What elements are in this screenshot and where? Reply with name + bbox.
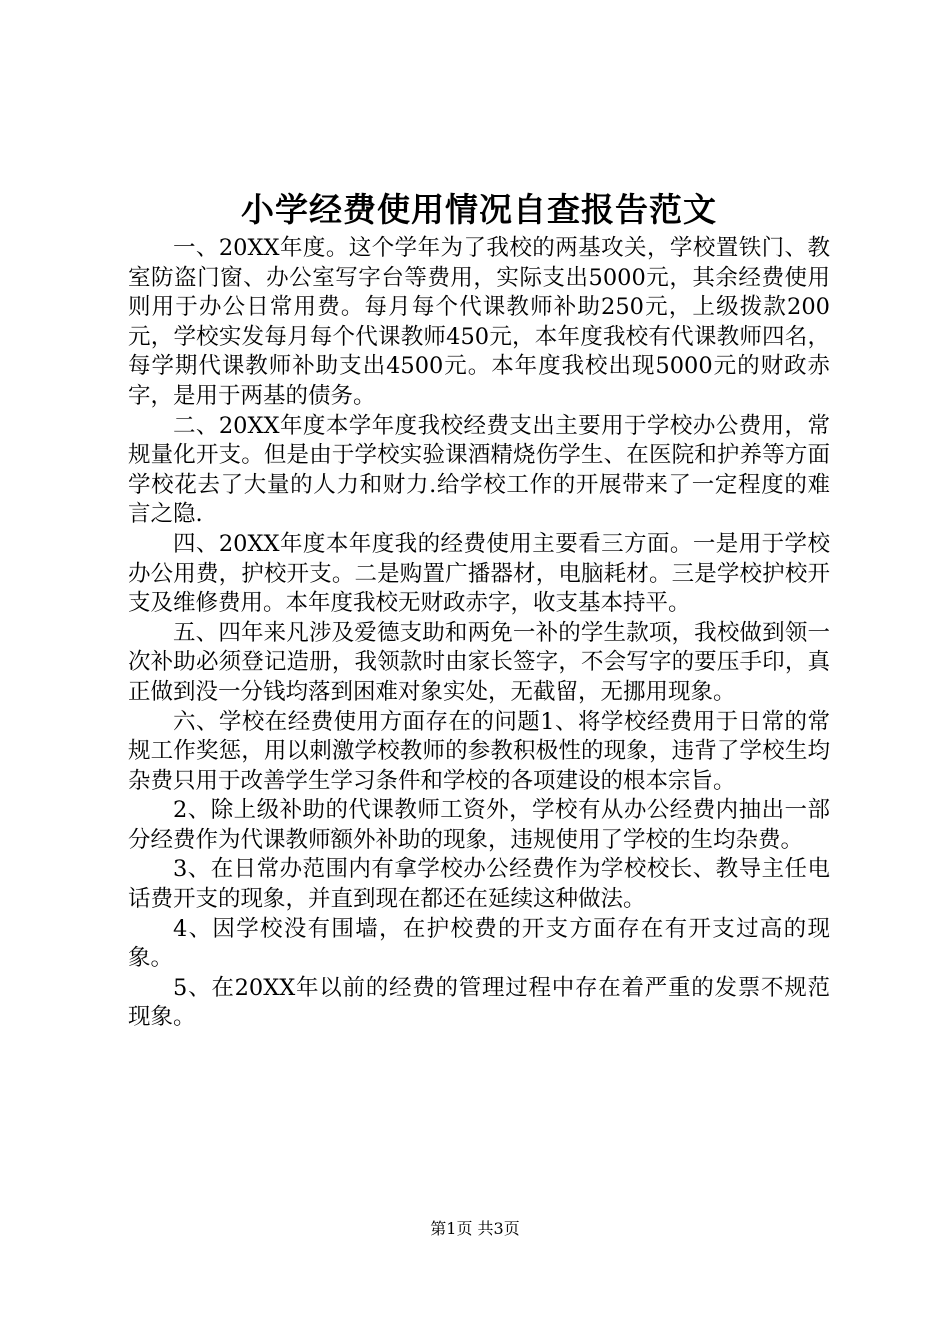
paragraph-8: 4、因学校没有围墙，在护校费的开支方面存在有开支过高的现象。	[128, 915, 830, 972]
page-number-footer: 第1页 共3页	[430, 1219, 520, 1238]
paragraph-3: 四、20XX年度本年度我的经费使用主要看三方面。一是用于学校办公用费，护校开支。二是购置广播器材，电脑耗材。三是学校护校开支及维修费用。本年度我校无财政赤字，收支基本持平。	[128, 530, 830, 617]
paragraph-9: 5、在20XX年以前的经费的管理过程中存在着严重的发票不规范现象。	[128, 974, 830, 1031]
paragraph-6: 2、除上级补助的代课教师工资外，学校有从办公经费内抽出一部分经费作为代课教师额外补助的现象，违规使用了学校的生均杂费。	[128, 797, 830, 853]
paragraph-4: 五、四年来凡涉及爱德支助和两免一补的学生款项，我校做到领一次补助必须登记造册，我领款时由家长签字，不会写字的要压手印，真正做到没一分钱均落到困难对象实处，无截留，无挪用现象。	[128, 619, 830, 705]
document-title: 小学经费使用情况自查报告范文	[241, 190, 717, 229]
paragraph-2: 二、20XX年度本学年度我校经费支出主要用于学校办公费用，常规量化开支。但是由于学校实验课酒精烧伤学生、在医院和护养等方面学校花去了大量的人力和财力.给学校工作的开展带来了一定程度的难言之隐.	[128, 412, 830, 528]
paragraph-7: 3、在日常办范围内有拿学校办公经费作为学校校长、教导主任电话费开支的现象，并直到现在都还在延续这种做法。	[128, 856, 830, 913]
paragraph-1: 一、20XX年度。这个学年为了我校的两基攻关，学校置铁门、教室防盗门窗、办公室写字台等费用，实际支出5000元，其余经费使用则用于办公日常用费。每月每个代课教师补助250元，上级拨款200元，学校实发每月每个代课教师450元，本年度我校有代课教师四名，每学期代课教师补助支出4500元。本年度我校出现5000元的财政赤字，是用于两基的债务。	[128, 235, 830, 409]
paragraph-5: 六、学校在经费使用方面存在的问题1、将学校经费用于日常的常规工作奖惩，用以刺激学校教师的参教积极性的现象，违背了学校生均杂费只用于改善学生学习条件和学校的各项建设的根本宗旨。	[128, 708, 830, 794]
